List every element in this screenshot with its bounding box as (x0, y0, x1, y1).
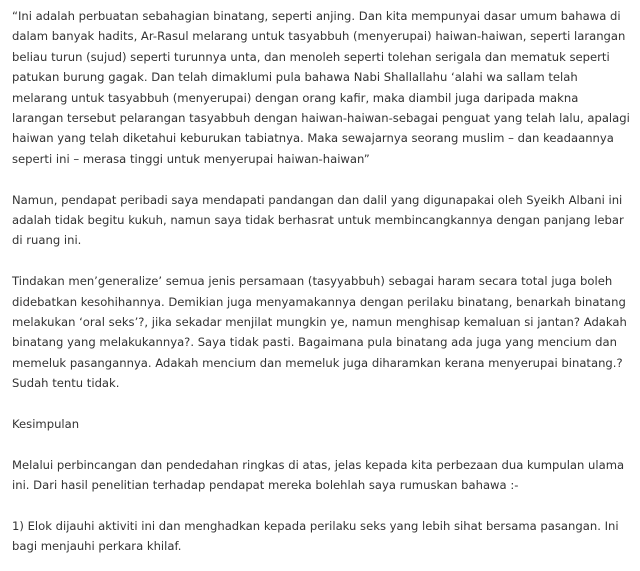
conclusion-heading: Kesimpulan (12, 417, 80, 432)
article-body (12, 6, 630, 557)
conclusion-paragraph: Melalui perbincangan dan pendedahan ringkas di atas, jelas kepada kita perbezaan dua kumpulan ulama ini. Dari hasil penelitian terhadap pendapat mereka bolehlah saya rumuskan bahawa :- (12, 457, 625, 493)
conclusion-point-1: 1) Elok dijauhi aktiviti ini dan menghadkan kepada perilaku seks yang lebih sihat bersama pasangan. Ini bagi menjauhi perkara khilaf. (12, 519, 619, 554)
quote-paragraph: “Ini adalah perbuatan sebahagian binatang, seperti anjing. Dan kita mempunyai dasar umum bahawa di dalam banyak hadits, Ar-Rasul melarang untuk tasyabbuh (menyerupai) haiwan-haiwan, seperti larangan beliau turun (sujud) seperti turunnya unta, dan menoleh seperti tolehan serigala dan mematuk seperti patukan burung gagak. Dan telah dimaklumi pula bahawa Nabi Shallallahu ‘alahi wa sallam telah melarang untuk tasyabbuh (menyerupai) dengan orang kafir, maka diambil juga daripada makna larangan tersebut pelarangan tasyabbuh dengan haiwan-haiwan-sebagai penguat yang telah lalu, apalagi haiwan yang telah diketahui keburukan tabiatnya. Maka sewajarnya seorang muslim – dan keadaannya seperti ini – merasa tinggi untuk menyerupai haiwan-haiwan” (12, 9, 630, 166)
generalization-paragraph: Tindakan men’generalize’ semua jenis persamaan (tasyyabbuh) sebagai haram secara total juga boleh didebatkan kesohihannya. Demikian juga menyamakannya dengan perilaku binatang, benarkah binatang melakukan ‘oral seks’?, jika sekadar menjilat mungkin ye, namun menghisap kemaluan si jantan? Adakah binatang yang melakukannya?. Saya tidak pasti. Bagaimana pula binatang ada juga yang mencium dan memeluk pasangannya. Adakah mencium dan memeluk juga diharamkan kerana menyerupai binatang.? Sudah tentu tidak. (12, 274, 627, 391)
opinion-paragraph: Namun, pendapat peribadi saya mendapati pandangan dan dalil yang digunapakai oleh Syeikh Albani ini adalah tidak begitu kukuh, namun saya tidak berhasrat untuk membincangkannya dengan panjang lebar di ruang ini. (12, 192, 624, 248)
